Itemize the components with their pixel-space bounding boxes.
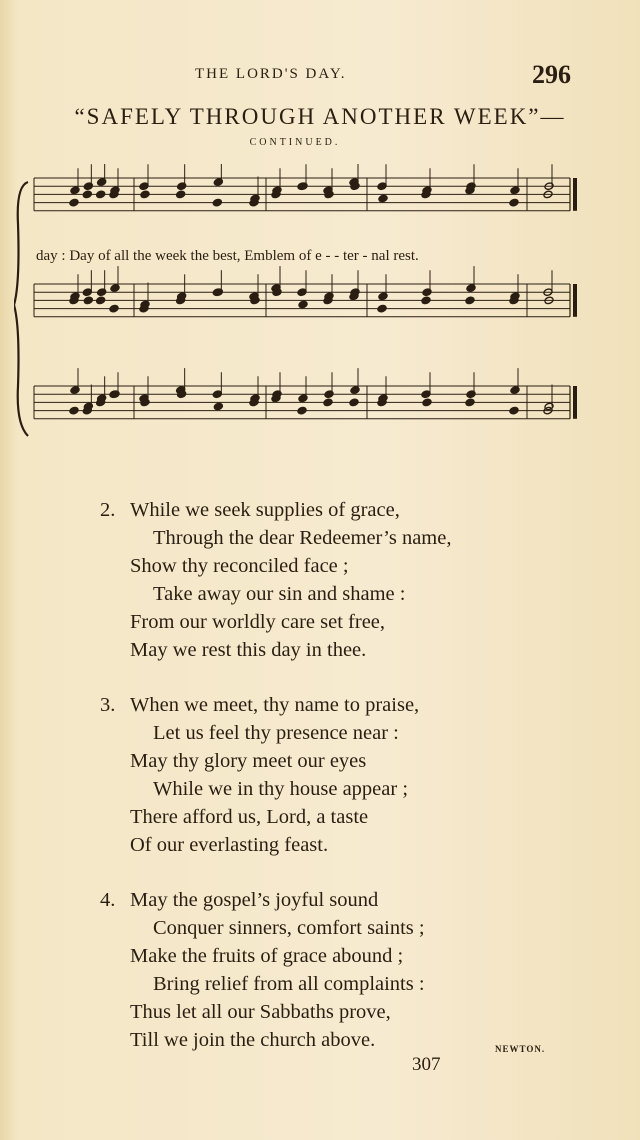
notehead [212,198,222,207]
line-text: From our worldly care set free, [130,611,386,633]
notehead [213,402,223,411]
hymn-subtitle: CONTINUED. [249,137,341,148]
stanza-line [100,580,600,608]
hymn-number: 296 [532,60,571,89]
notehead [378,194,388,203]
stanza-line [100,775,600,803]
notehead [465,296,475,305]
running-head [0,60,640,89]
music-score [14,164,586,446]
stanza-2 [100,496,600,664]
notehead [465,398,475,407]
running-title: THE LORD'S DAY. [195,66,347,82]
notehead [96,190,106,199]
staff-lines [34,178,570,419]
line-text: Show thy reconciled face ; [130,555,349,577]
notehead [69,406,79,415]
stanza-line [100,636,600,664]
hymn-title: “SAFELY THROUGH ANOTHER WEEK”— [74,104,566,129]
stanza-line [100,886,600,914]
stanza-line [100,496,600,524]
lyric-underlay: day : Day of all the week the best, Emblem of e - - ter - nal rest. [36,248,419,264]
stanza-line [100,970,600,998]
notehead [139,182,149,191]
stanza-line [100,803,600,831]
verse-number: 3. [100,694,116,716]
line-text: There afford us, Lord, a taste [130,806,369,828]
stanza-line [100,552,600,580]
line-text: May thy glory meet our eyes [130,750,367,772]
line-text: Bring relief from all complaints : [153,973,425,995]
notehead [421,390,431,399]
notehead [109,304,119,313]
stanzas [100,496,600,1081]
notehead [176,190,186,199]
line-text: May the gospel’s joyful sound [130,889,379,911]
stanza-line [100,747,600,775]
line-text: Let us feel thy presence near : [153,722,399,744]
stanza-line [100,998,600,1026]
stanza-line [100,719,600,747]
line-text: When we meet, thy name to praise, [130,694,420,716]
notehead [377,304,387,313]
notehead [83,296,93,305]
notehead [349,398,359,407]
author-credit: NEWTON. [495,1044,546,1054]
line-text: Till we join the church above. [130,1029,376,1051]
notehead [82,288,92,297]
notehead [509,406,519,415]
notehead [509,198,519,207]
stanza-line [100,914,600,942]
notehead [140,190,150,199]
line-text: Take away our sin and shame : [153,583,406,605]
stanza-line [100,691,600,719]
stanza-line [100,831,600,859]
notehead [297,406,307,415]
notehead [422,398,432,407]
line-text: While we seek supplies of grace, [130,499,400,521]
stanza-line [100,608,600,636]
final-barline [573,178,577,211]
line-text: May we rest this day in thee. [130,639,367,661]
notehead [421,296,431,305]
final-barline [573,284,577,317]
notehead [82,190,92,199]
notehead [96,296,106,305]
line-text: While we in thy house appear ; [153,778,409,800]
notehead [212,390,222,399]
line-text: Through the dear Redeemer’s name, [153,527,452,549]
verse-number: 4. [100,889,116,911]
stanza-line [100,942,600,970]
notehead [297,288,307,297]
notehead [69,198,79,207]
system-brace [14,182,28,436]
notes [69,164,554,415]
stanza-line [100,524,600,552]
notehead [323,398,333,407]
final-barline [573,386,577,419]
notehead [298,300,308,309]
line-text: Conquer sinners, comfort saints ; [153,917,425,939]
verse-number: 2. [100,499,116,521]
stanza-4 [100,886,600,1054]
stanza-3 [100,691,600,859]
page-number: 307 [412,1054,441,1075]
line-text: Thus let all our Sabbaths prove, [130,1001,391,1023]
line-text: Of our everlasting feast. [130,834,329,856]
line-text: Make the fruits of grace abound ; [130,945,404,967]
notehead [377,182,387,191]
